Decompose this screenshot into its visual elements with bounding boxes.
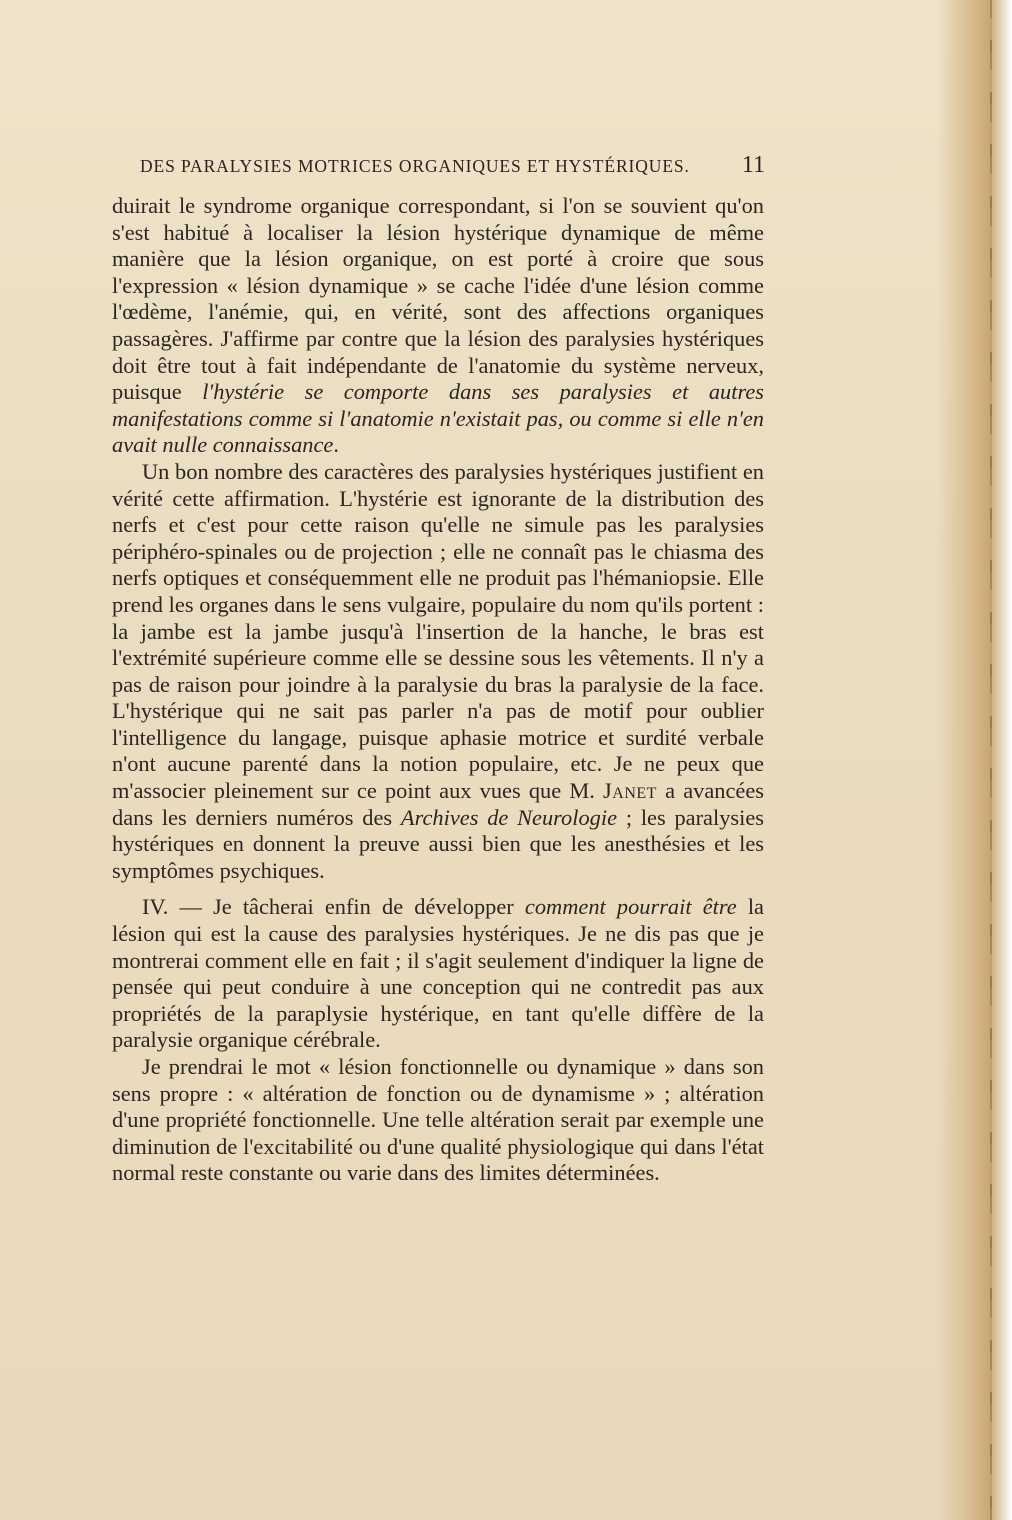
running-title: DES PARALYSIES MOTRICES ORGANIQUES ET HYSTÉRIQUES. [140, 156, 690, 176]
paragraph-3-italic: comment pourrait être [524, 894, 737, 920]
page-edge [937, 0, 1012, 1520]
paragraph-3-text: IV. — Je tâcherai enfin de développer [142, 894, 525, 920]
paragraph-2-text: Un bon nombre des caractères des paralysies hystériques justifient en vérité cette affirmation. L'hystérie est ignorante de la distribution des nerfs et c'est pour cette raison qu'elle ne simule pas les paralysies périphéro-spinales ou de projection ; elle ne connaît pas le chiasma des nerfs optiques et conséquemment elle ne produit pas l'hémaniopsie. Elle prend les organes dans le sens vulgaire, populaire du nom qu'ils portent : la jambe est la jambe jusqu'à l'insertion de la hanche, le bras est l'extrémité supérieure comme elle se dessine sous les vêtements. Il n'y a pas de raison pour joindre à la paralysie du bras la paralysie de la face. L'hystérique qui ne sait pas parler n'a pas de motif pour oublier l'intelligence du langage, puisque aphasie motrice et surdité verbale n'ont aucune parenté dans la notion populaire, etc. Je ne peux que m'associer pleinement sur ce point aux vues que M. [112, 458, 764, 804]
journal-title: Archives de Neurologie [400, 804, 618, 830]
paragraph-3 [112, 894, 764, 1054]
running-head [140, 152, 765, 179]
paragraph-2-text-c: ; les paralysies hystériques en donnent la preuve aussi bien que les anesthésies et les symptômes psychiques. [112, 804, 765, 883]
page-edge-tear [990, 0, 992, 1520]
paragraph-2 [112, 459, 764, 885]
paragraph-3-text-b: la lésion qui est la cause des paralysies hystériques. Je ne dis pas que je montrerai comment elle en fait ; il s'agit seulement d'indiquer la ligne de pensée qui peut conduire à une conception qui ne contredit pas aux propriétés de la paraplysie hystérique, en tant qu'elle diffère de la paralysie organique cérébrale. [112, 894, 765, 1053]
paragraph-4 [112, 1054, 764, 1187]
author-name: Janet [603, 778, 657, 804]
paragraph-4-text: Je prendrai le mot « lésion fonctionnelle ou dynamique » dans son sens propre : « altération de fonction ou de dynamisme » ; altération d'une propriété fonctionnelle. Une telle altération serait par exemple une diminution de l'excitabilité ou d'une qualité physiologique qui dans l'état normal reste constante ou varie dans des limites déterminées. [112, 1054, 764, 1186]
body-text [112, 193, 764, 1187]
paragraph-1-italic: l'hystérie se comporte dans ses paralysies et autres manifestations comme si l'anatomie n'existait pas, ou comme si elle n'en avait nulle connaissance [112, 379, 764, 458]
paragraph-1-end: . [333, 432, 339, 458]
page-number: 11 [741, 152, 765, 178]
paragraph-2-text-b: a avancées dans les derniers numéros des [112, 778, 764, 830]
paragraph-1 [112, 193, 764, 459]
paragraph-1-text: duirait le syndrome organique correspondant, si l'on se souvient qu'on s'est habitué à localiser la lésion hystérique dynamique de même manière que la lésion organique, on est porté à croire que sous l'expression « lésion dynamique » se cache l'idée d'une lésion comme l'œdème, l'anémie, qui, en vérité, sont des affections organiques passagères. J'affirme par contre que la lésion des paralysies hystériques doit être tout à fait indépendante de l'anatomie du système nerveux, puisque [112, 193, 764, 405]
